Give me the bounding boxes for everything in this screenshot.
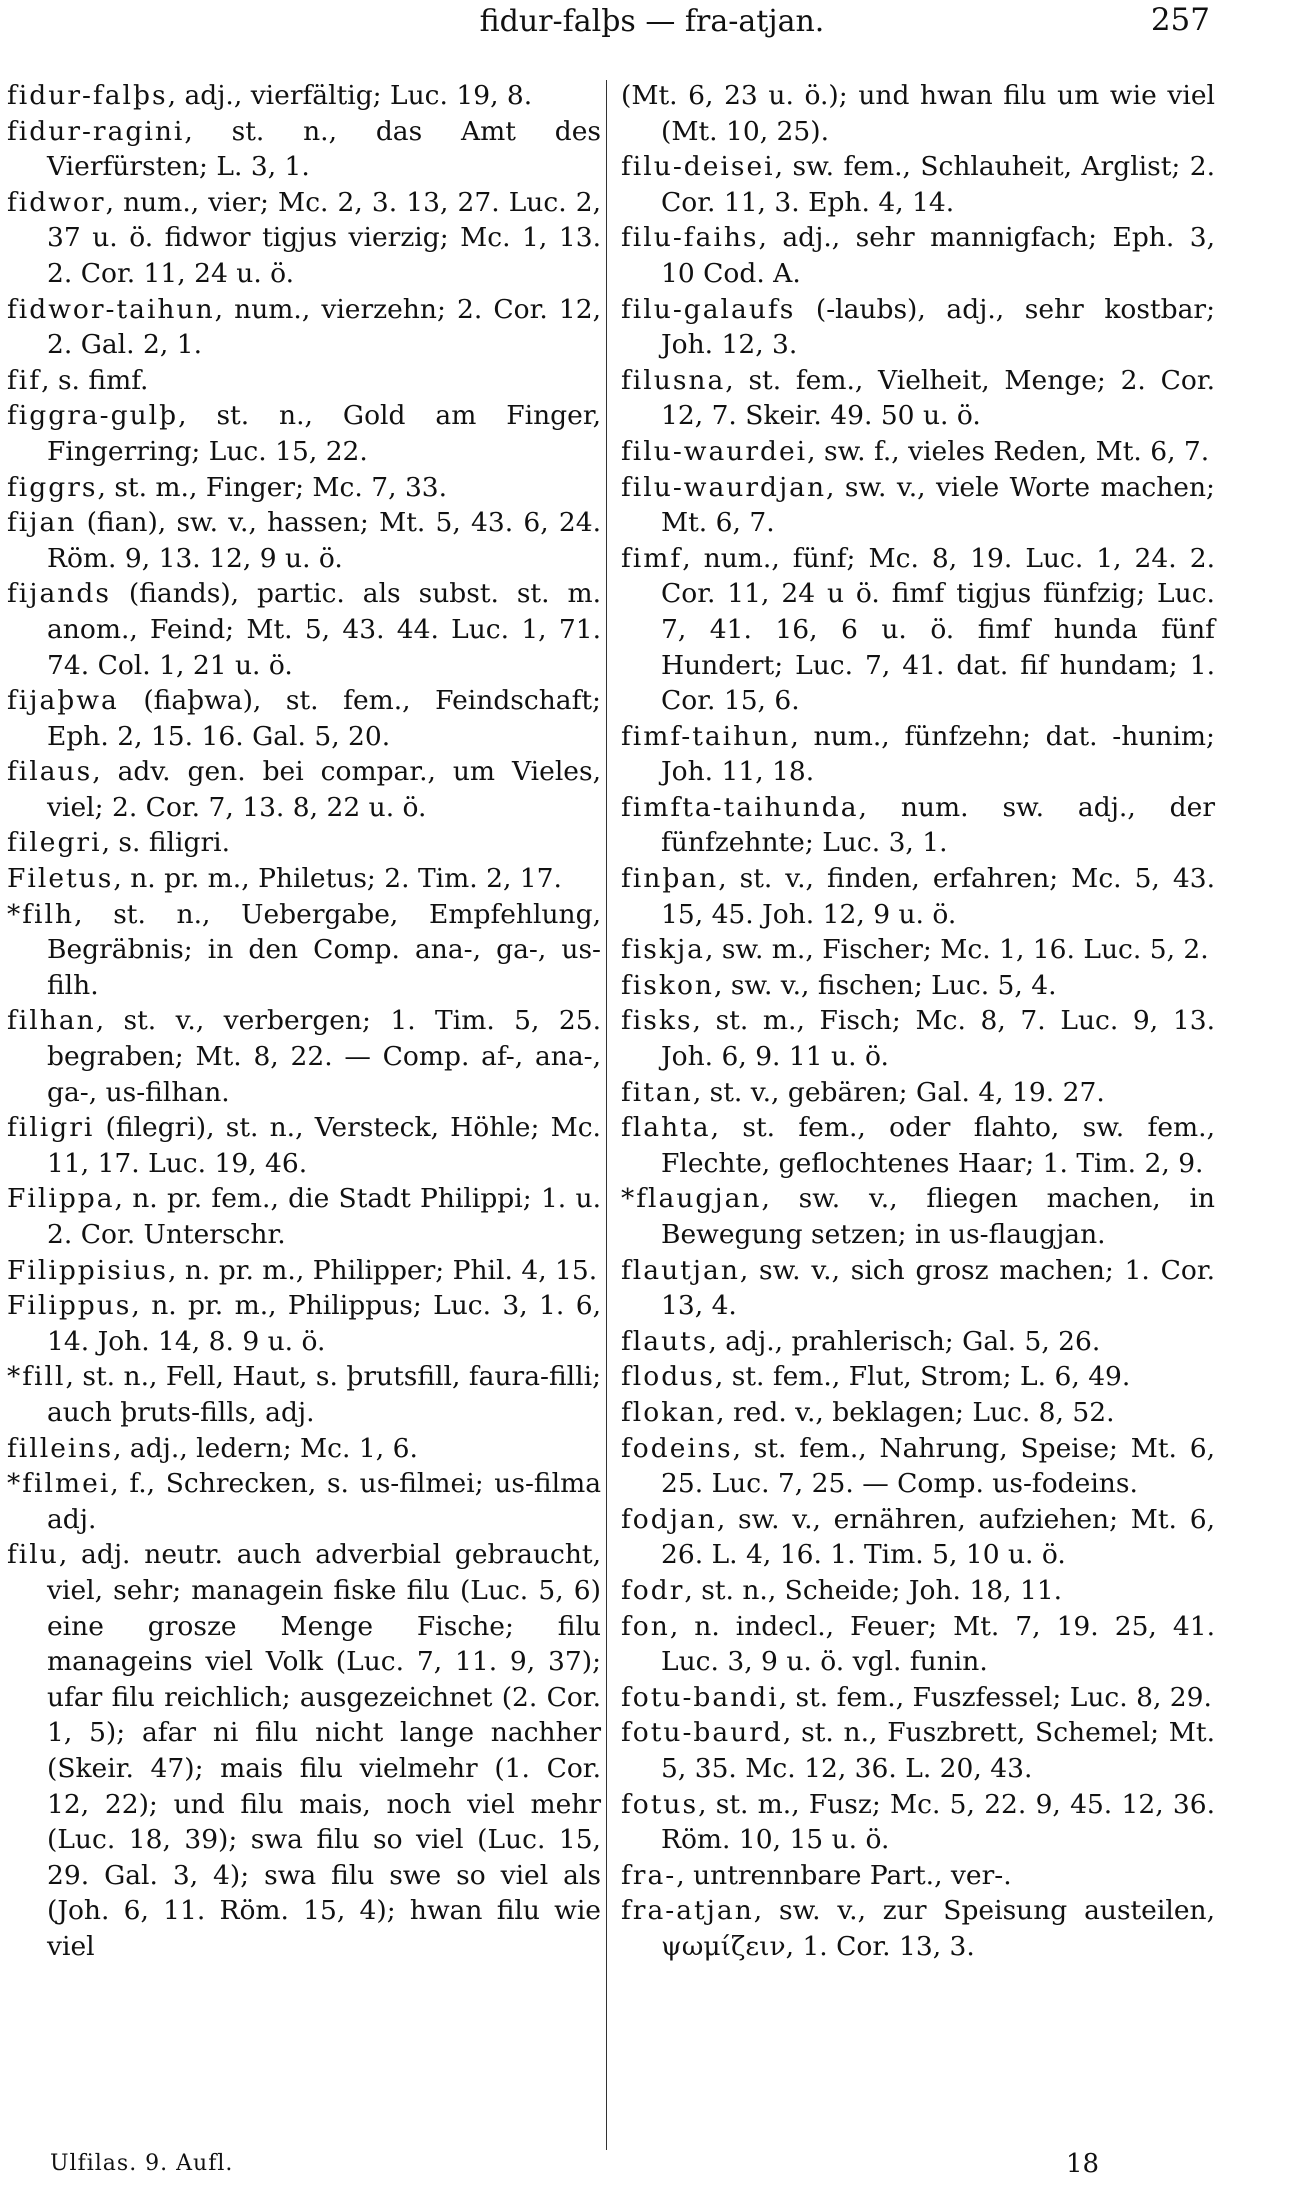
entry-headword: fiskon (621, 969, 714, 1001)
entry-headword: fotus (621, 1788, 699, 1820)
entry-definition: (fian), sw. v., hassen; Mt. 5, 43. 6, 24. Röm. 9, 13. 12, 9 u. ö. (47, 507, 601, 574)
entry-definition: , red. v., beklagen; Luc. 8, 52. (716, 1396, 1115, 1428)
entry-headword: fodr (621, 1574, 685, 1606)
dictionary-entry (621, 1680, 1215, 1716)
dictionary-entry (7, 861, 601, 897)
dictionary-entry (621, 470, 1215, 541)
entry-definition: , st. m., Fisch; Mc. 8, 7. Luc. 9, 13. Joh. 6, 9. 11 u. ö. (661, 1005, 1215, 1073)
dictionary-entry (7, 1003, 601, 1110)
dictionary-entry (7, 754, 601, 825)
dictionary-entry (621, 719, 1215, 790)
entry-definition: , st. n., Scheide; Joh. 18, 11. (684, 1574, 1063, 1606)
entry-definition: , st. fem., Nahrung, Speise; Mt. 6, 25. Luc. 7, 25. — Comp. us-fodeins. (661, 1432, 1215, 1500)
entry-definition: , n. pr. m., Philipper; Phil. 4, 15. (167, 1254, 598, 1286)
running-head: fidur-falþs — fra-atjan. (479, 4, 825, 39)
entry-definition: , st. fem., Vielheit, Menge; 2. Cor. 12, 7. Skeir. 49. 50 u. ö. (661, 364, 1215, 432)
entry-headword: *filh (7, 898, 75, 930)
entry-headword: filleins (7, 1432, 114, 1464)
entry-definition: , num., fünfzehn; dat. -hunim; Joh. 11, 18. (661, 720, 1215, 788)
entry-headword: Filetus (7, 863, 114, 895)
dictionary-entry (621, 1858, 1215, 1894)
entry-headword: filu-deisei (621, 151, 775, 183)
dictionary-entry (7, 292, 601, 363)
column-divider (606, 80, 607, 2150)
entry-headword: fijaþwa (7, 685, 119, 717)
dictionary-entry (7, 1288, 601, 1359)
dictionary-entry (621, 1110, 1215, 1181)
entry-definition: , n. pr. m., Philetus; 2. Tim. 2, 17. (113, 863, 562, 895)
dictionary-entry (621, 1431, 1215, 1502)
entry-definition: , adj., sehr mannigfach; Eph. 3, 10 Cod. A. (661, 222, 1215, 289)
entry-headword: filu-waurdei (621, 435, 808, 467)
entry-definition: , sw. v., fischen; Luc. 5, 4. (713, 969, 1057, 1001)
entry-definition: , sw. f., vieles Reden, Mt. 6, 7. (807, 435, 1210, 467)
entry-definition: , sw. v., ernähren, aufziehen; Mt. 6, 26. L. 4, 16. 1. Tim. 5, 10 u. ö. (661, 1503, 1215, 1571)
entry-headword: filaus (7, 756, 93, 788)
dictionary-entry (7, 1253, 601, 1289)
right-column (621, 78, 1215, 1964)
dictionary-entry (7, 470, 601, 506)
entry-headword: flokan (621, 1396, 717, 1428)
entry-headword: Filippus (7, 1290, 132, 1322)
entry-headword: Filippisius (7, 1254, 168, 1286)
entry-headword: figgrs (7, 471, 98, 503)
dictionary-entry (7, 1431, 601, 1467)
dictionary-entry (621, 1893, 1215, 1964)
entry-headword: filu-faihs (621, 222, 759, 254)
entry-headword: filhan (7, 1005, 96, 1037)
dictionary-entry (621, 790, 1215, 861)
entry-headword: flodus (621, 1361, 715, 1393)
entry-headword: filusna (621, 364, 726, 396)
entry-headword: flautjan (621, 1254, 740, 1286)
entry-headword: figgra-gulþ (7, 400, 179, 432)
entry-definition: , f., Schrecken, s. us-filmei; us-filma adj. (47, 1468, 601, 1535)
dictionary-entry (7, 897, 601, 1004)
entry-headword: Filippa (7, 1183, 115, 1215)
entry-definition: , sw. v., sich grosz machen; 1. Cor. 13, 4. (661, 1254, 1215, 1322)
entry-definition: (-laubs), adj., sehr kostbar; Joh. 12, 3. (661, 293, 1215, 361)
entry-definition: , st. n., Fuszbrett, Schemel; Mt. 5, 35. Mc. 12, 36. L. 20, 43. (661, 1717, 1215, 1784)
dictionary-entry (7, 363, 601, 399)
dictionary-entry (7, 1359, 601, 1430)
entry-definition: , num. sw. adj., der fünfzehnte; Luc. 3, 1. (661, 791, 1215, 859)
entry-definition: , sw. v., zur Speisung austeilen, ψωμίζειν, 1. Cor. 13, 3. (661, 1895, 1215, 1962)
dictionary-entry (621, 363, 1215, 434)
dictionary-entry (621, 1395, 1215, 1431)
dictionary-entry (7, 398, 601, 469)
entry-definition: , st. v., verbergen; 1. Tim. 5, 25. begraben; Mt. 8, 22. — Comp. af-, ana-, ga-, us-filhan. (47, 1005, 601, 1108)
entry-definition: , n. indecl., Feuer; Mt. 7, 19. 25, 41. Luc. 3, 9 u. ö. vgl. funin. (661, 1610, 1215, 1678)
entry-definition: , st. n., Gold am Finger, Fingerring; Luc. 15, 22. (47, 400, 601, 467)
sheet-number: 18 (1066, 2149, 1100, 2179)
entry-definition: , st. m., Finger; Mc. 7, 33. (97, 471, 448, 503)
entry-definition: , n. pr. fem., die Stadt Philippi; 1. u. 2. Cor. Unterschr. (47, 1183, 601, 1250)
dictionary-entry (621, 1502, 1215, 1573)
entry-definition: , s. fimf. (41, 364, 149, 396)
dictionary-entry (7, 505, 601, 576)
dictionary-entry (621, 292, 1215, 363)
entry-definition: , num., fünf; Mc. 8, 19. Luc. 1, 24. 2. Cor. 11, 24 u ö. fimf tigjus fünfzig; Luc. 7, 41. 16, 6 u. ö. fimf hunda fünf Hundert; Luc. 7, 41. dat. fif hundam; 1. Cor. 15, 6. (661, 542, 1215, 717)
printer-signature: Ulfilas. 9. Aufl. (50, 2151, 234, 2176)
entry-headword: filegri (7, 827, 102, 859)
entry-headword: filu-galaufs (621, 293, 796, 325)
dictionary-entry (7, 185, 601, 292)
entry-definition: , n. pr. m., Philippus; Luc. 3, 1. 6, 14. Joh. 14, 8. 9 u. ö. (47, 1290, 601, 1357)
entry-definition: , st. fem., oder flahto, sw. fem., Flechte, geflochtenes Haar; 1. Tim. 2, 9. (661, 1112, 1215, 1179)
dictionary-entry (621, 1324, 1215, 1360)
entry-headword: fitan (621, 1076, 693, 1108)
entry-headword: fra- (621, 1859, 677, 1891)
entry-definition: , sw. v., viele Worte machen; Mt. 6, 7. (661, 471, 1215, 539)
dictionary-entry (7, 825, 601, 861)
entry-headword: filu-waurdjan (621, 471, 827, 503)
entry-headword: fotu-baurd (621, 1717, 783, 1749)
dictionary-entry (621, 434, 1215, 470)
entry-definition: , adj., ledern; Mc. 1, 6. (113, 1432, 418, 1464)
entry-definition: , num., vier; Mc. 2, 3. 13, 27. Luc. 2, 37 u. ö. fidwor tigjus vierzig; Mc. 1, 13. 2. Cor. 11, 24 u. ö. (47, 186, 601, 289)
dictionary-entry (7, 1466, 601, 1537)
entry-definition: , adv. gen. bei compar., um Vieles, viel; 2. Cor. 7, 13. 8, 22 u. ö. (47, 756, 601, 823)
entry-definition: , st. n., Uebergabe, Empfehlung, Begräbnis; in den Comp. ana-, ga-, us-filh. (47, 898, 601, 1001)
entry-definition: , st. fem., Fuszfessel; Luc. 8, 29. (778, 1681, 1212, 1713)
entry-headword: flauts (621, 1325, 709, 1357)
entry-headword: fijan (7, 507, 77, 539)
entry-definition: (fiaþwa), st. fem., Feindschaft; Eph. 2, 15. 16. Gal. 5, 20. (47, 685, 601, 752)
entry-definition: , s. filigri. (101, 827, 231, 859)
entry-definition: , st. n., Fell, Haut, s. þrutsfill, faura-filli; auch þruts-fills, adj. (47, 1361, 601, 1428)
dictionary-entry (7, 576, 601, 683)
entry-headword: *filmei (7, 1468, 111, 1500)
entry-definition: (fiands), partic. als subst. st. m. anom., Feind; Mt. 5, 43. 44. Luc. 1, 71. 74. Col. 1, 21 u. ö. (47, 578, 601, 681)
dictionary-entry (621, 1003, 1215, 1074)
entry-definition: , st. v., finden, erfahren; Mc. 5, 43. 15, 45. Joh. 12, 9 u. ö. (661, 863, 1215, 930)
dictionary-entry (621, 1181, 1215, 1252)
dictionary-entry (621, 149, 1215, 220)
entry-headword: fiskja (621, 934, 705, 966)
dictionary-entry (621, 861, 1215, 932)
left-column (7, 78, 601, 1964)
entry-definition: , adj., vierfältig; Luc. 19, 8. (167, 80, 533, 111)
dictionary-entry (7, 114, 601, 185)
entry-headword: fif (7, 364, 42, 396)
dictionary-entry (7, 683, 601, 754)
dictionary-entry (621, 932, 1215, 968)
dictionary-entry (621, 1253, 1215, 1324)
entry-definition: , sw. fem., Schlauheit, Arglist; 2. Cor. 11, 3. Eph. 4, 14. (661, 151, 1215, 218)
entry-headword: *flaugjan (621, 1183, 762, 1215)
entry-headword: fimf (621, 542, 683, 574)
dictionary-entry (621, 1787, 1215, 1858)
dictionary-entry (7, 78, 601, 114)
entry-definition: , untrennbare Part., ver-. (676, 1859, 1012, 1891)
entry-definition: (filegri), st. n., Versteck, Höhle; Mc. 11, 17. Luc. 19, 46. (47, 1112, 601, 1179)
entry-headword: fra-atjan (621, 1895, 754, 1927)
entry-definition: , adj. neutr. auch adverbial gebraucht, viel, sehr; managein fiske filu (Luc. 5, 6) eine grosze Menge Fische; filu manageins viel Volk (Luc. 7, 11. 9, 37); ufar filu reichlich; ausgezeichnet (2. Cor. 1, 5); afar ni filu nicht lange nachher (Skeir. 47); mais filu vielmehr (1. Cor. 12, 22); und filu mais, noch viel mehr (Luc. 18, 39); swa filu so viel (Luc. 15, 29. Gal. 3, 4); swa filu swe so viel als (Joh. 6, 11. Röm. 15, 4); hwan filu wie viel (47, 1539, 601, 1962)
entry-headword: fodeins (621, 1432, 733, 1464)
entry-headword: filu (7, 1539, 59, 1571)
entry-definition: , num., vierzehn; 2. Cor. 12, 2. Gal. 2, 1. (47, 293, 601, 361)
dictionary-entry (621, 220, 1215, 291)
entry-definition: , st. fem., Flut, Strom; L. 6, 49. (714, 1361, 1131, 1393)
page-number: 257 (1150, 2, 1210, 38)
entry-definition: , st. v., gebären; Gal. 4, 19. 27. (692, 1076, 1105, 1108)
dictionary-entry (7, 1537, 601, 1964)
entry-headword: fijands (7, 578, 111, 610)
entry-definition: , sw. v., fliegen machen, in Bewegung setzen; in us-flaugjan. (661, 1183, 1215, 1250)
entry-headword: fimf-taihun (621, 720, 791, 752)
dictionary-entry (621, 541, 1215, 719)
dictionary-entry (7, 1181, 601, 1252)
entry-definition: , sw. m., Fischer; Mc. 1, 16. Luc. 5, 2. (704, 934, 1209, 966)
dictionary-entry (621, 1075, 1215, 1111)
entry-headword: fidwor-taihun (7, 293, 215, 325)
entry-headword: flahta (621, 1112, 711, 1144)
entry-headword: *fill (7, 1361, 66, 1393)
entry-headword: fimfta-taihunda (621, 791, 859, 823)
entry-headword: finþan (621, 863, 719, 895)
dictionary-entry (621, 968, 1215, 1004)
entry-headword: fidur-ragini (7, 115, 185, 147)
entry-headword: fisks (621, 1005, 693, 1037)
entry-headword: fodjan (621, 1503, 717, 1535)
page-header (0, 0, 1304, 60)
dictionary-entry (621, 1359, 1215, 1395)
entry-headword: fon (621, 1610, 670, 1642)
dictionary-entry (621, 1609, 1215, 1680)
entry-headword: fotu-bandi (621, 1681, 779, 1713)
entry-definition: , st. m., Fusz; Mc. 5, 22. 9, 45. 12, 36. Röm. 10, 15 u. ö. (661, 1788, 1215, 1856)
entry-definition: (Mt. 6, 23 u. ö.); und hwan filu um wie viel (Mt. 10, 25). (621, 80, 1215, 147)
dictionary-entry (621, 78, 1215, 149)
entry-definition: , adj., prahlerisch; Gal. 5, 26. (708, 1325, 1101, 1357)
dictionary-entry (621, 1573, 1215, 1609)
entry-definition: , st. n., das Amt des Vierfürsten; L. 3, 1. (47, 115, 601, 183)
entry-headword: fidur-falþs (7, 80, 168, 111)
entry-headword: filigri (7, 1112, 95, 1144)
entry-headword: fidwor (7, 186, 106, 218)
dictionary-entry (7, 1110, 601, 1181)
dictionary-entry (621, 1715, 1215, 1786)
